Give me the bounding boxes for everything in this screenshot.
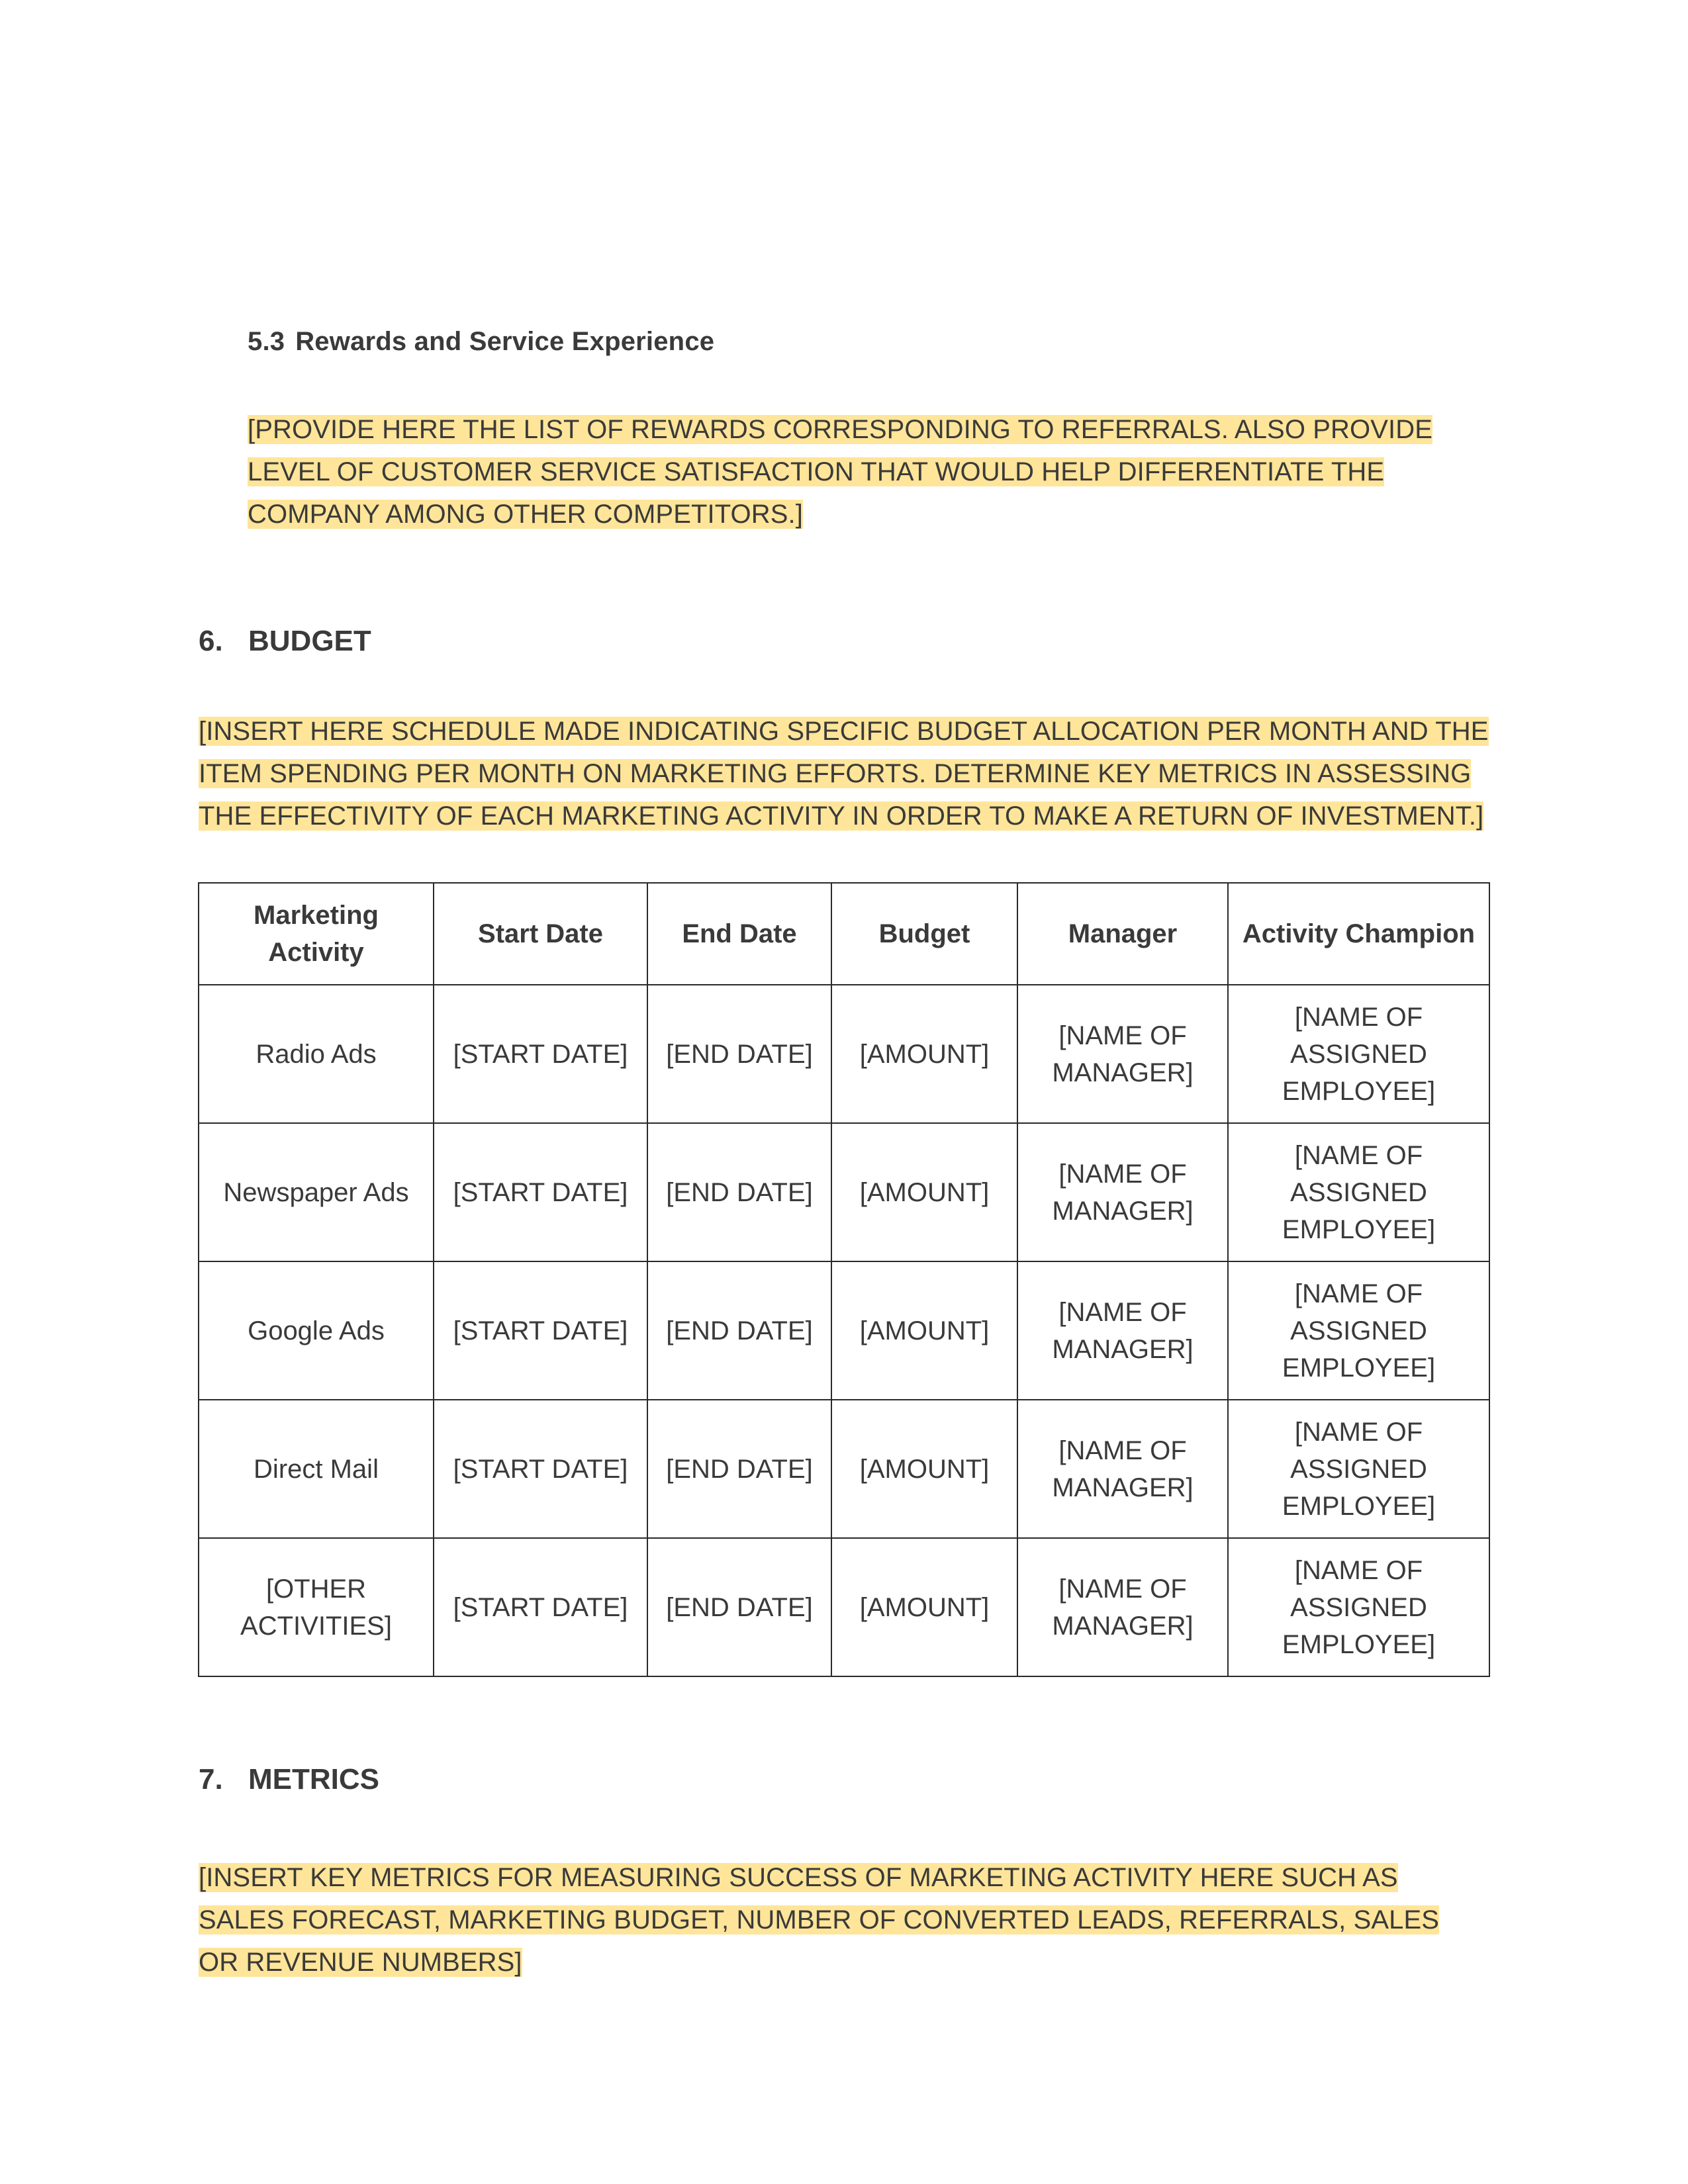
table-row — [199, 1261, 1489, 1400]
header-manager: Manager — [1017, 883, 1228, 985]
table-row — [199, 1400, 1489, 1538]
section-5-3-number: 5.3 — [248, 327, 285, 356]
section-7-heading — [199, 1763, 379, 1796]
cell-start-date: [START DATE] — [434, 1538, 647, 1676]
header-start-date: Start Date — [434, 883, 647, 985]
metrics-placeholder — [199, 1856, 1470, 1983]
table-row — [199, 1123, 1489, 1261]
metrics-placeholder-text: [INSERT KEY METRICS FOR MEASURING SUCCESS OF MARKETING ACTIVITY HERE SUCH AS SALES FORECAST, MARKETING BUDGET, NUMBER OF CONVERTED LEADS, REFERRALS, SALES OR REVENUE NUMBERS] — [199, 1863, 1440, 1977]
rewards-placeholder-text: [PROVIDE HERE THE LIST OF REWARDS CORRESPONDING TO REFERRALS. ALSO PROVIDE LEVEL OF CUSTOMER SERVICE SATISFACTION THAT WOULD HELP DIFFERENTIATE THE COMPANY AMONG OTHER COMPETITORS.] — [248, 415, 1432, 529]
cell-manager: [NAME OF MANAGER] — [1017, 1261, 1228, 1400]
cell-champion: [NAME OF ASSIGNED EMPLOYEE] — [1228, 1538, 1489, 1676]
cell-champion: [NAME OF ASSIGNED EMPLOYEE] — [1228, 1400, 1489, 1538]
budget-placeholder-text: [INSERT HERE SCHEDULE MADE INDICATING SPECIFIC BUDGET ALLOCATION PER MONTH AND THE ITEM SPENDING PER MONTH ON MARKETING EFFORTS. DETERMINE KEY METRICS IN ASSESSING THE EFFECTIVITY OF EACH MARKETING ACTIVITY IN ORDER TO MAKE A RETURN OF INVESTMENT.] — [199, 717, 1489, 831]
cell-manager: [NAME OF MANAGER] — [1017, 1538, 1228, 1676]
budget-table — [198, 882, 1490, 1677]
cell-champion: [NAME OF ASSIGNED EMPLOYEE] — [1228, 985, 1489, 1123]
header-end-date: End Date — [647, 883, 831, 985]
cell-champion: [NAME OF ASSIGNED EMPLOYEE] — [1228, 1123, 1489, 1261]
cell-manager: [NAME OF MANAGER] — [1017, 1400, 1228, 1538]
table-row — [199, 1538, 1489, 1676]
section-6-heading — [199, 625, 371, 658]
section-6-number: 6. — [199, 625, 223, 657]
section-7-number: 7. — [199, 1763, 223, 1796]
cell-activity: Radio Ads — [199, 985, 434, 1123]
rewards-placeholder — [248, 408, 1472, 535]
cell-activity: [OTHER ACTIVITIES] — [199, 1538, 434, 1676]
cell-manager: [NAME OF MANAGER] — [1017, 1123, 1228, 1261]
cell-budget: [AMOUNT] — [831, 1123, 1017, 1261]
budget-placeholder — [199, 710, 1496, 837]
cell-start-date: [START DATE] — [434, 1400, 647, 1538]
cell-budget: [AMOUNT] — [831, 1400, 1017, 1538]
header-activity-champion: Activity Champion — [1228, 883, 1489, 985]
section-5-3-title: Rewards and Service Experience — [295, 327, 715, 356]
cell-end-date: [END DATE] — [647, 1538, 831, 1676]
table-header-row — [199, 883, 1489, 985]
header-budget: Budget — [831, 883, 1017, 985]
cell-budget: [AMOUNT] — [831, 1261, 1017, 1400]
cell-start-date: [START DATE] — [434, 1123, 647, 1261]
section-6-title: BUDGET — [248, 625, 371, 657]
cell-champion: [NAME OF ASSIGNED EMPLOYEE] — [1228, 1261, 1489, 1400]
cell-start-date: [START DATE] — [434, 1261, 647, 1400]
cell-end-date: [END DATE] — [647, 1400, 831, 1538]
cell-manager: [NAME OF MANAGER] — [1017, 985, 1228, 1123]
table-row — [199, 985, 1489, 1123]
section-5-3-heading — [248, 327, 714, 357]
cell-activity: Direct Mail — [199, 1400, 434, 1538]
cell-end-date: [END DATE] — [647, 1261, 831, 1400]
cell-start-date: [START DATE] — [434, 985, 647, 1123]
header-marketing-activity: Marketing Activity — [199, 883, 434, 985]
cell-activity: Newspaper Ads — [199, 1123, 434, 1261]
cell-end-date: [END DATE] — [647, 985, 831, 1123]
cell-end-date: [END DATE] — [647, 1123, 831, 1261]
cell-budget: [AMOUNT] — [831, 1538, 1017, 1676]
cell-budget: [AMOUNT] — [831, 985, 1017, 1123]
section-7-title: METRICS — [248, 1763, 379, 1796]
cell-activity: Google Ads — [199, 1261, 434, 1400]
